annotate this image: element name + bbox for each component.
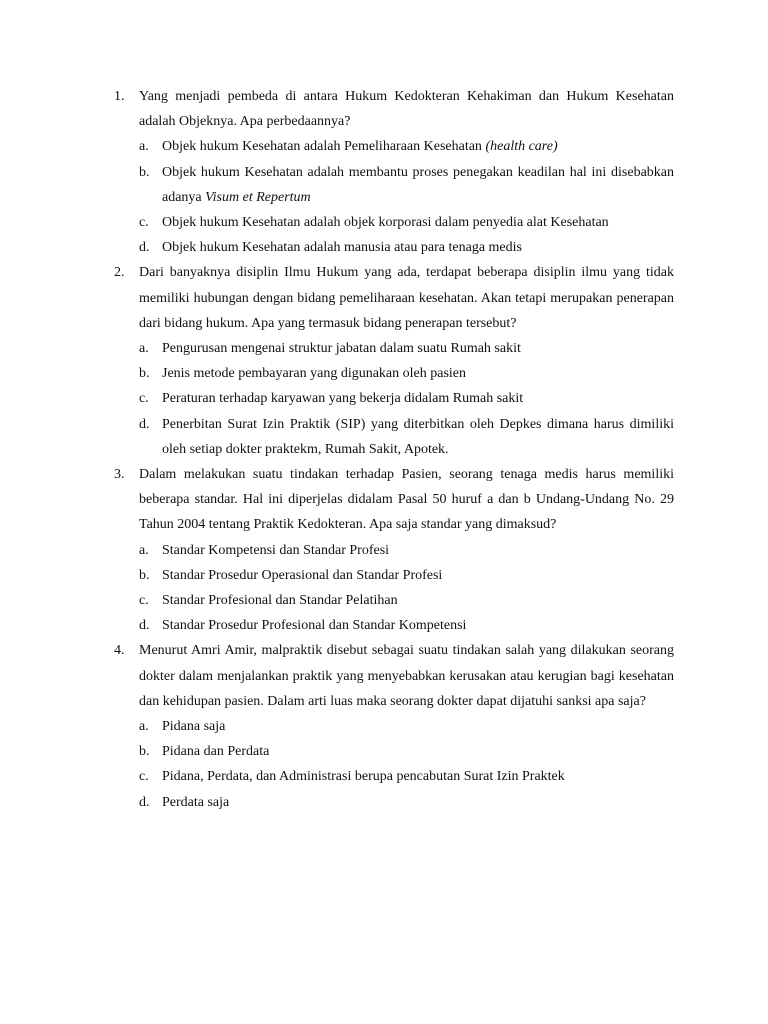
question-text: Menurut Amri Amir, malpraktik disebut sebagai suatu tindakan salah yang dilakukan seorang dokter dalam menjalankan praktik yang menyebabkan kerusakan atau kerugian bagi kesehatan dan kehidupan pasien. Dalam arti luas maka seorang dokter dapat dijatuhi sanksi apa saja? xyxy=(139,643,674,709)
option-item xyxy=(139,588,674,613)
question-item xyxy=(114,84,674,260)
option-text: Pidana dan Perdata xyxy=(162,744,270,760)
option-item xyxy=(139,160,674,210)
option-letter: d. xyxy=(139,240,150,256)
option-letter: b. xyxy=(139,164,150,180)
question-item xyxy=(114,638,674,814)
option-letter: b. xyxy=(139,567,150,583)
option-text: Objek hukum Kesehatan adalah membantu proses penegakan keadilan hal ini disebabkan adanya xyxy=(162,164,674,205)
question-number: 4. xyxy=(114,643,125,659)
option-text: Objek hukum Kesehatan adalah Pemeliharaan Kesehatan xyxy=(162,139,486,155)
option-letter: c. xyxy=(139,593,149,609)
question-text: Dalam melakukan suatu tindakan terhadap Pasien, seorang tenaga medis harus memiliki beberapa standar. Hal ini diperjelas didalam Pasal 50 huruf a dan b Undang-Undang No. 29 Tahun 2004 tentang Praktik Kedokteran. Apa saja standar yang dimaksud? xyxy=(139,467,674,533)
question-number: 2. xyxy=(114,265,125,281)
question-text: Dari banyaknya disiplin Ilmu Hukum yang ada, terdapat beberapa disiplin ilmu yang tidak memiliki hubungan dengan bidang pemeliharaan kesehatan. Akan tetapi merupakan penerapan dari bidang hukum. Apa yang termasuk bidang penerapan tersebut? xyxy=(139,265,674,331)
option-item xyxy=(139,386,674,411)
option-item xyxy=(139,714,674,739)
option-text: Pidana, Perdata, dan Administrasi berupa pencabutan Surat Izin Praktek xyxy=(162,769,565,785)
option-list xyxy=(139,538,674,639)
option-item xyxy=(139,361,674,386)
option-item xyxy=(139,613,674,638)
option-item xyxy=(139,538,674,563)
option-list xyxy=(139,714,674,815)
option-text: Objek hukum Kesehatan adalah manusia atau para tenaga medis xyxy=(162,240,522,256)
option-letter: a. xyxy=(139,341,149,357)
option-letter: d. xyxy=(139,416,150,432)
option-text: Pidana saja xyxy=(162,719,226,735)
option-item xyxy=(139,790,674,815)
option-item xyxy=(139,563,674,588)
option-item xyxy=(139,336,674,361)
option-item xyxy=(139,210,674,235)
option-text: Peraturan terhadap karyawan yang bekerja didalam Rumah sakit xyxy=(162,391,524,407)
option-text: Standar Profesional dan Standar Pelatihan xyxy=(162,593,398,609)
option-italic-text: (health care) xyxy=(485,139,558,155)
option-text: Pengurusan mengenai struktur jabatan dalam suatu Rumah sakit xyxy=(162,341,521,357)
option-list xyxy=(139,134,674,260)
option-text: Perdata saja xyxy=(162,794,230,810)
question-number: 3. xyxy=(114,467,125,483)
option-letter: c. xyxy=(139,391,149,407)
option-text: Standar Kompetensi dan Standar Profesi xyxy=(162,542,390,558)
option-item xyxy=(139,764,674,789)
option-item xyxy=(139,739,674,764)
question-number: 1. xyxy=(114,89,125,104)
option-letter: b. xyxy=(139,744,150,760)
option-italic-text: Visum et Repertum xyxy=(205,189,311,205)
option-letter: b. xyxy=(139,366,150,382)
option-text: Jenis metode pembayaran yang digunakan oleh pasien xyxy=(162,366,467,382)
question-item xyxy=(114,260,674,462)
option-letter: c. xyxy=(139,215,149,231)
option-letter: a. xyxy=(139,542,149,558)
option-letter: d. xyxy=(139,618,150,634)
option-letter: c. xyxy=(139,769,149,785)
option-text: Objek hukum Kesehatan adalah objek korporasi dalam penyedia alat Kesehatan xyxy=(162,215,609,231)
option-item xyxy=(139,412,674,462)
question-item xyxy=(114,462,674,638)
option-list xyxy=(139,336,674,462)
question-list xyxy=(114,84,674,815)
option-letter: a. xyxy=(139,719,149,735)
option-letter: a. xyxy=(139,139,149,155)
question-text: Yang menjadi pembeda di antara Hukum Kedokteran Kehakiman dan Hukum Kesehatan adalah Objeknya. Apa perbedaannya? xyxy=(139,89,674,130)
option-text: Penerbitan Surat Izin Praktik (SIP) yang diterbitkan oleh Depkes dimana harus dimiliki oleh setiap dokter praktekm, Rumah Sakit, Apotek. xyxy=(162,416,674,457)
option-text: Standar Prosedur Operasional dan Standar Profesi xyxy=(162,567,443,583)
option-item xyxy=(139,235,674,260)
option-item xyxy=(139,134,674,159)
option-text: Standar Prosedur Profesional dan Standar Kompetensi xyxy=(162,618,467,634)
option-letter: d. xyxy=(139,794,150,810)
